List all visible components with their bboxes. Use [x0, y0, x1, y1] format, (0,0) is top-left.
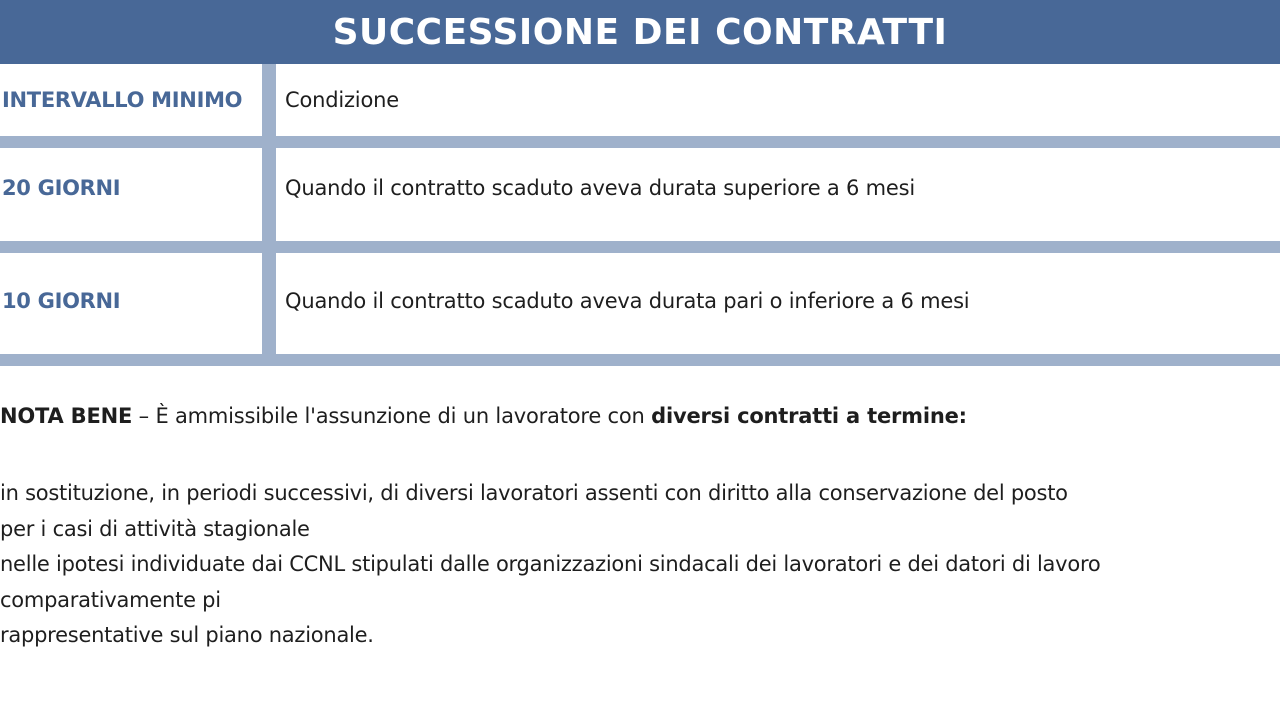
note-emphasis: diversi contratti a termine: [651, 404, 967, 428]
page-title: SUCCESSIONE DEI CONTRATTI [332, 11, 948, 53]
row-divider [0, 136, 1280, 148]
note-paragraph [0, 404, 1280, 428]
column-divider [262, 64, 276, 354]
cases-list [0, 476, 1280, 654]
table-header-interval: INTERVALLO MINIMO [2, 88, 243, 112]
list-item: nelle ipotesi individuate dai CCNL stipulati dalle organizzazioni sindacali dei lavoratori e dei datori di lavoro [0, 552, 1101, 576]
table-cell-interval: 20 GIORNI [2, 176, 121, 200]
note-label: NOTA BENE [0, 404, 133, 428]
table-header-condition: Condizione [285, 88, 399, 112]
list-item: comparativamente pi [0, 587, 221, 612]
note-text: È ammissibile l'assunzione di un lavoratore con [155, 404, 652, 428]
list-item: rappresentative sul piano nazionale. [0, 623, 374, 647]
table-cell-interval: 10 GIORNI [2, 289, 121, 313]
list-item: per i casi di attività stagionale [0, 516, 310, 541]
table-cell-condition: Quando il contratto scaduto aveva durata pari o inferiore a 6 mesi [285, 289, 970, 313]
contracts-table [0, 64, 1280, 368]
list-item: in sostituzione, in periodi successivi, di diversi lavoratori assenti con diritto alla conservazione del posto [0, 481, 1068, 505]
row-divider [0, 354, 1280, 366]
title-bar [0, 0, 1280, 64]
note-separator: – [132, 404, 156, 428]
table-cell-condition: Quando il contratto scaduto aveva durata superiore a 6 mesi [285, 176, 916, 200]
row-divider [0, 241, 1280, 253]
